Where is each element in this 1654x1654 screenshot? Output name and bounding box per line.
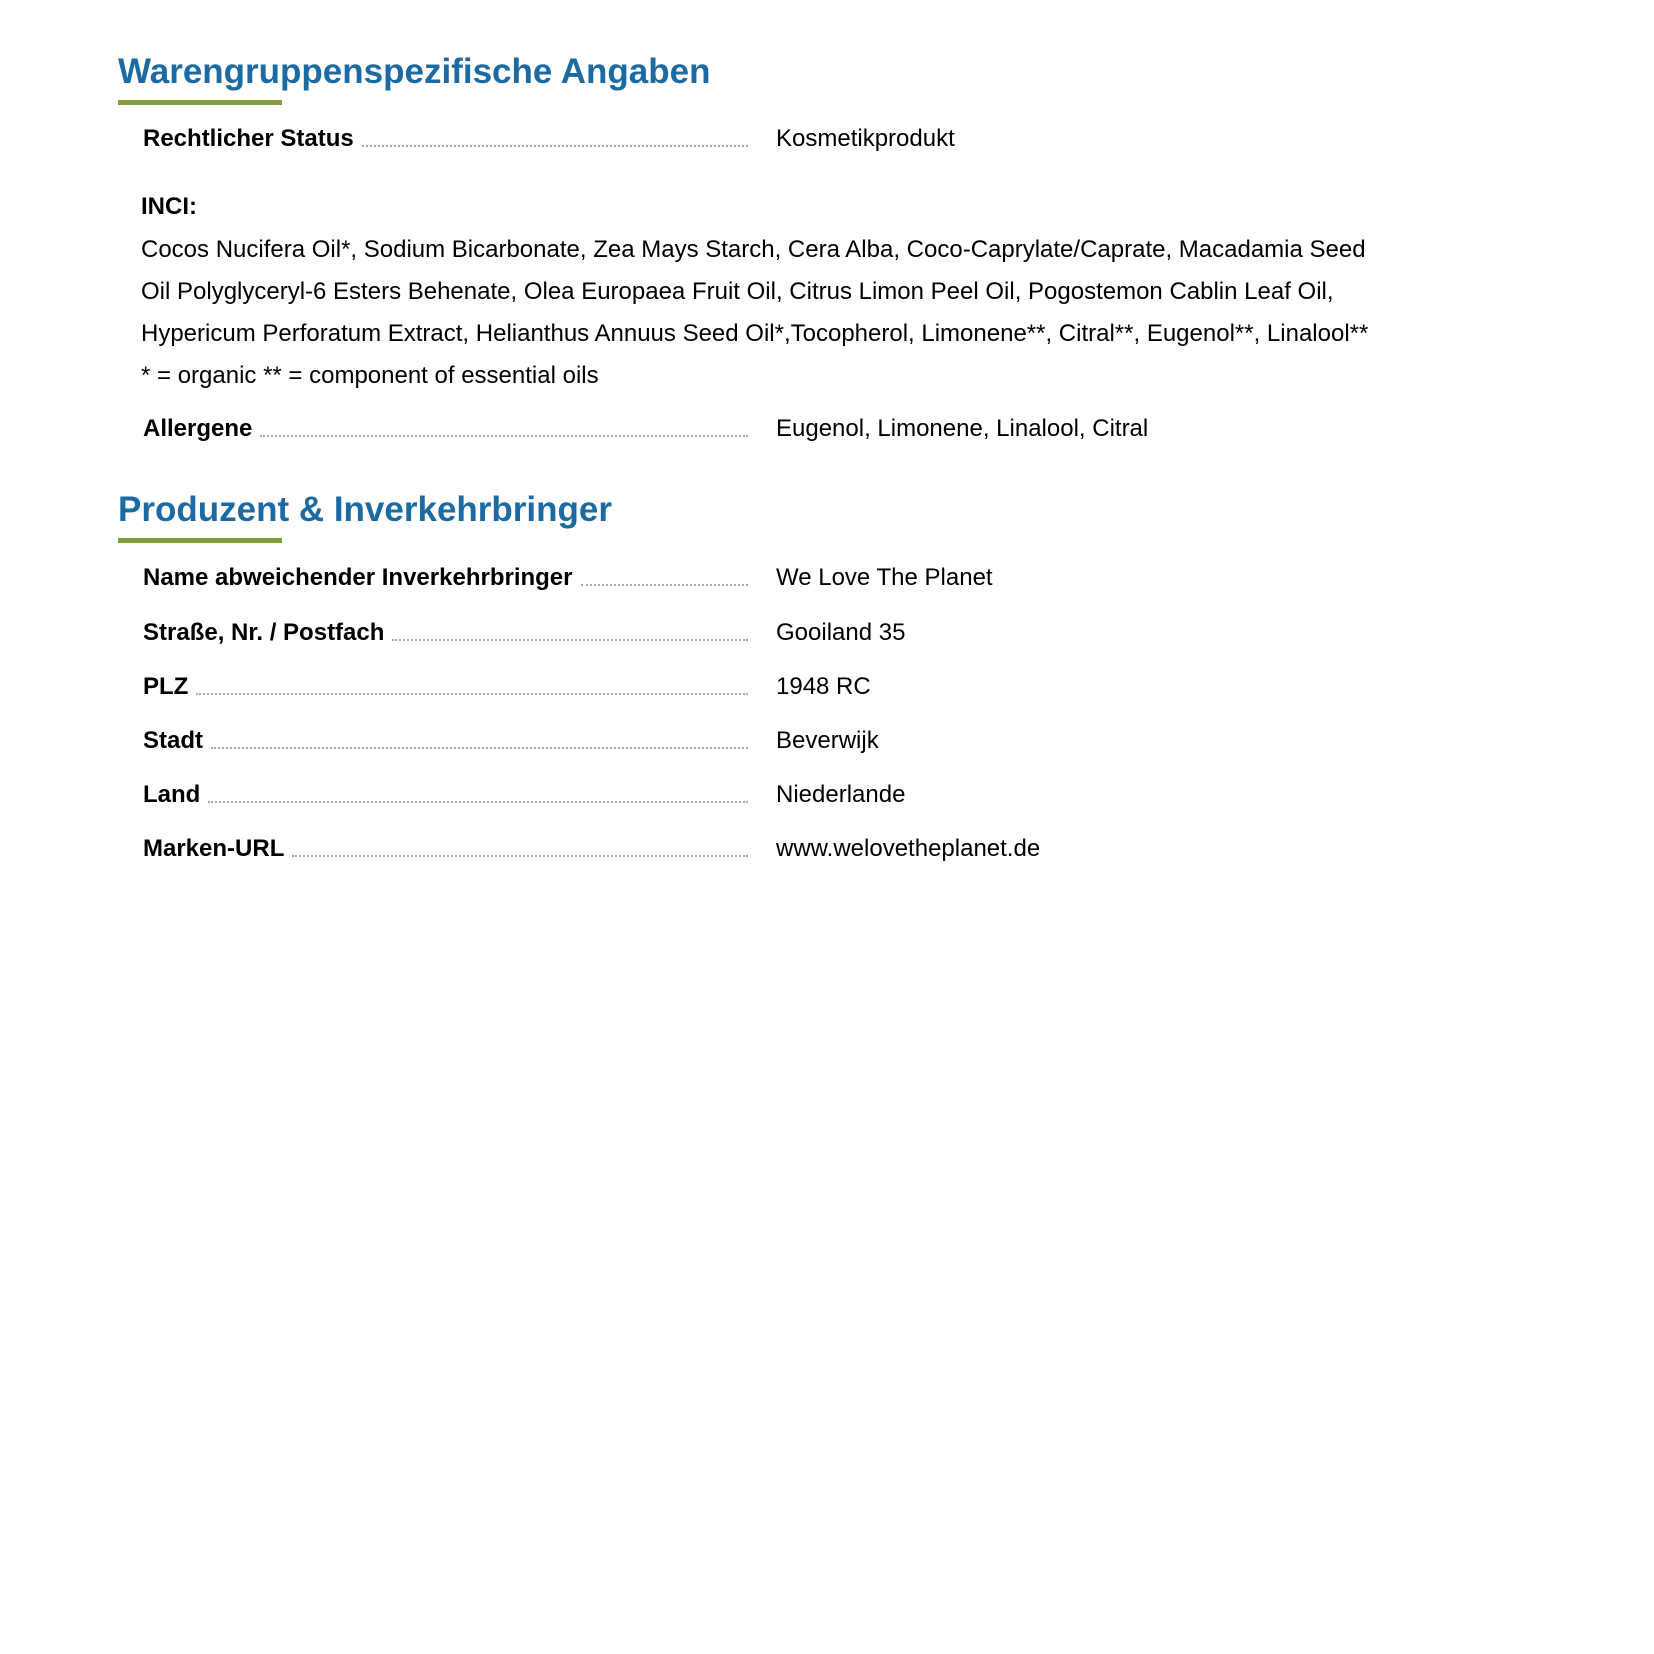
section-underline (118, 538, 282, 543)
legal-status-value: Kosmetikprodukt (776, 125, 955, 152)
allergens-label: Allergene (143, 415, 253, 442)
row-country (143, 776, 1493, 810)
row-city (143, 722, 1493, 756)
inci-text: Cocos Nucifera Oil*, Sodium Bicarbonate, Zea Mays Starch, Cera Alba, Coco-Caprylate/Caprate, Macadamia Seed Oil Polyglyceryl-6 Esters Behenate, Olea Europaea Fruit Oil, Citrus Limon Peel Oil, Pogostemon Cablin Leaf Oil, Hypericum Perforatum Extract, Helianthus Annuus Seed Oil*,Tocopherol, Limonene**, Citral**, Eugenol**, Linalool** * = organic ** = component of essential oils (141, 236, 1369, 389)
label-wrap (143, 722, 748, 756)
brand-url-label: Marken-URL (143, 835, 285, 862)
row-zip (143, 668, 1493, 702)
row-legal-status (143, 120, 1493, 154)
row-brand-url (143, 830, 1493, 864)
dotted-leader (208, 801, 748, 803)
label-wrap (143, 614, 748, 648)
dotted-leader (196, 693, 748, 695)
country-value: Niederlande (776, 781, 906, 808)
producer-name-label: Name abweichender Inverkehrbringer (143, 564, 573, 591)
label-wrap (143, 776, 748, 810)
label-wrap (143, 120, 748, 154)
country-label: Land (143, 781, 201, 808)
city-value: Beverwijk (776, 727, 879, 754)
zip-label: PLZ (143, 673, 189, 700)
dotted-leader (260, 435, 748, 437)
dotted-leader (362, 145, 748, 147)
label-wrap (143, 668, 748, 702)
dotted-leader (581, 584, 749, 586)
dotted-leader (392, 639, 748, 641)
producer-name-value: We Love The Planet (776, 564, 993, 591)
label-wrap (143, 410, 748, 444)
label-wrap (143, 830, 748, 864)
label-wrap (143, 559, 748, 593)
row-producer-name (143, 559, 1493, 593)
section-title-product-group: Warengruppenspezifische Angaben (118, 52, 711, 91)
section-underline (118, 100, 282, 105)
row-allergens (143, 410, 1493, 444)
dotted-leader (211, 747, 748, 749)
dotted-leader (292, 855, 748, 857)
brand-url-value: www.welovetheplanet.de (776, 835, 1041, 862)
city-label: Stadt (143, 727, 203, 754)
section-title-producer: Produzent & Inverkehrbringer (118, 490, 612, 529)
street-label: Straße, Nr. / Postfach (143, 619, 385, 646)
street-value: Gooiland 35 (776, 619, 906, 646)
row-street (143, 614, 1493, 648)
legal-status-label: Rechtlicher Status (143, 125, 354, 152)
allergens-value: Eugenol, Limonene, Linalool, Citral (776, 415, 1149, 442)
inci-heading: INCI: (141, 193, 197, 220)
zip-value: 1948 RC (776, 673, 871, 700)
